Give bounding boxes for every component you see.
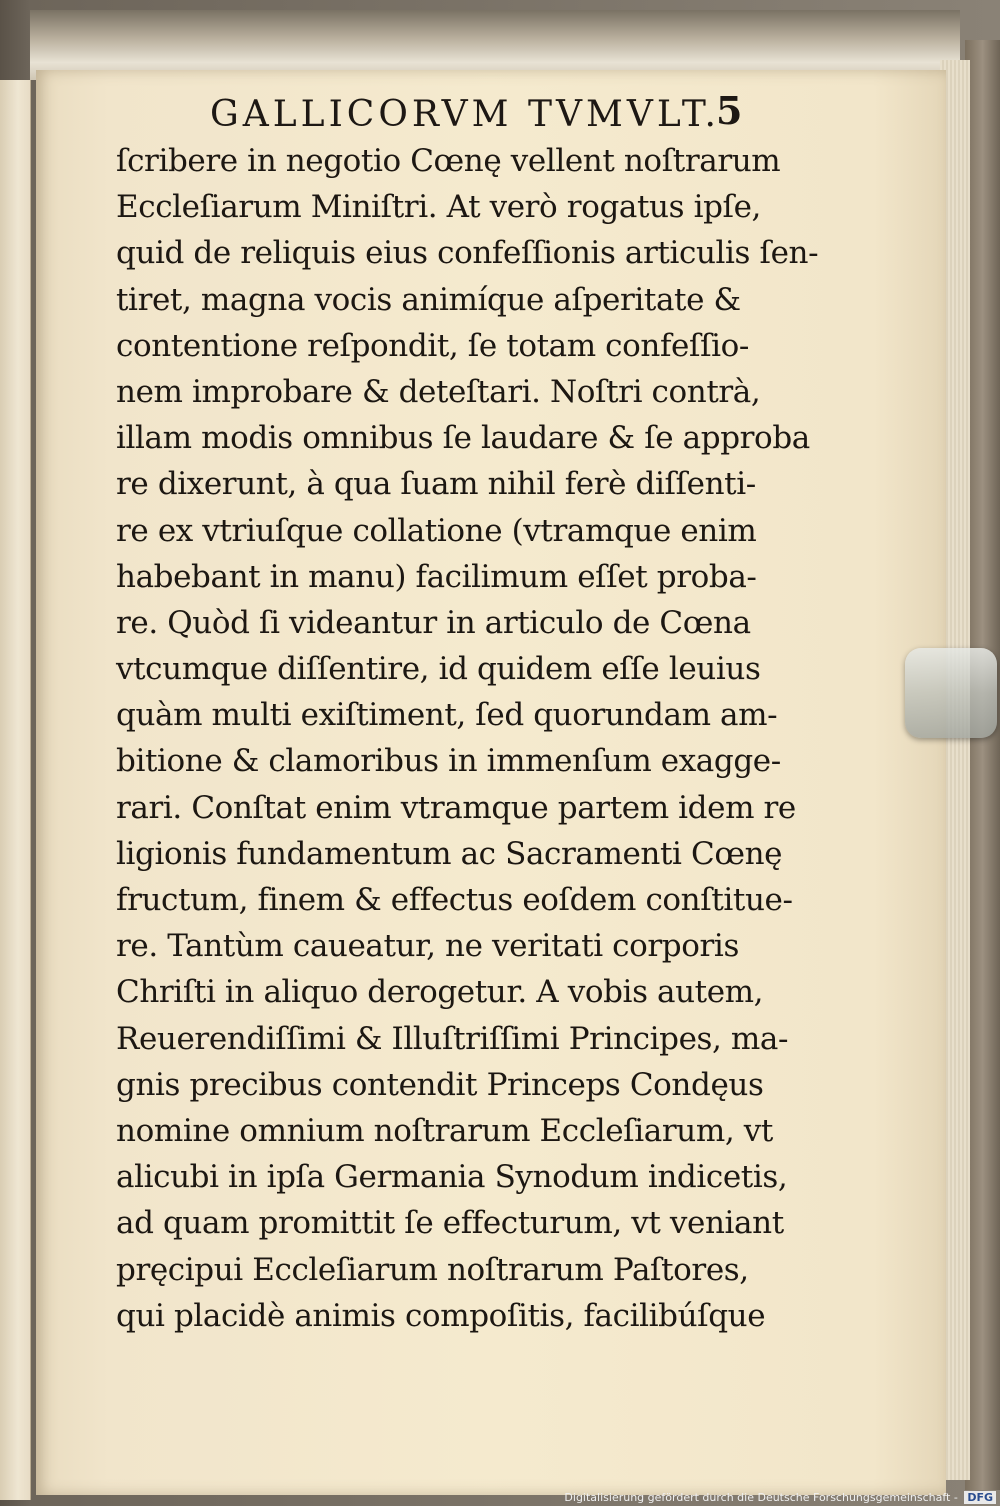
left-page-edge [0,80,31,1500]
text-line: Reuerendiſſimi & Illuſtriſſimi Principes, ma- [116,1020,789,1057]
text-line: bitione & clamoribus in immenſum exagge- [116,743,781,780]
digitization-credit [564,1491,996,1504]
text-line: ſcribere in negotio Cœnę vellent noſtrarum [116,143,781,179]
dfg-logo: DFG [964,1491,996,1504]
text-line: re. Quòd ſi videantur in articulo de Cœna [116,604,751,641]
text-line: tiret, magna vocis animíque aſperitate & [116,281,741,318]
text-line: Chriſti in aliquo derogetur. A vobis autem, [116,974,764,1011]
text-line: re dixerunt, à qua ſuam nihil ferè diſſenti- [116,466,756,503]
text-line: nem improbare & deteſtari. Noſtri contrà, [116,373,761,410]
body-text [116,138,819,1339]
book-cover-edge [965,40,1000,1490]
text-line: nomine omnium noſtrarum Eccleſiarum, vt [116,1112,773,1149]
text-line: re. Tantùm caueatur, ne veritati corporis [116,928,739,965]
text-line: qui placidè animis compoſitis, facilibúſque [116,1297,766,1334]
text-line: illam modis omnibus ſe laudare & ſe approba [116,420,810,457]
credit-text: Digitalisierung gefördert durch die Deutsche Forschungsgemeinschaft - [564,1491,958,1504]
page-number: 5 [716,88,743,133]
text-line: pręcipui Eccleſiarum noſtrarum Paſtores, [116,1251,749,1288]
text-line: rari. Conſtat enim vtramque partem idem re [116,789,796,826]
text-line: ligionis fundamentum ac Sacramenti Cœnę [116,835,783,872]
text-line: fructum, finem & effectus eoſdem conſtitue- [116,882,793,918]
running-head: GALLICORVM TVMVLT. [210,94,720,135]
page-clip [905,648,997,738]
text-line: quàm multi exiſtiment, ſed quorundam am- [116,697,778,734]
text-line: vtcumque diſſentire, id quidem eſſe leuius [116,651,761,688]
text-line: habebant in manu) facilimum eſſet proba- [116,558,757,595]
text-line: quid de reliquis eius confeſſionis articulis ſen- [116,235,819,272]
text-line: ad quam promittit ſe effecturum, vt veniant [116,1205,784,1242]
text-line: gnis precibus contendit Princeps Condęus [116,1066,764,1103]
text-line: contentione reſpondit, ſe totam confeſſio- [116,327,749,364]
text-line: re ex vtriuſque collatione (vtramque enim [116,512,757,549]
text-line: alicubi in ipſa Germania Synodum indicetis, [116,1159,788,1196]
text-line: Eccleſiarum Miniſtri. At verò rogatus ipſe, [116,189,762,226]
